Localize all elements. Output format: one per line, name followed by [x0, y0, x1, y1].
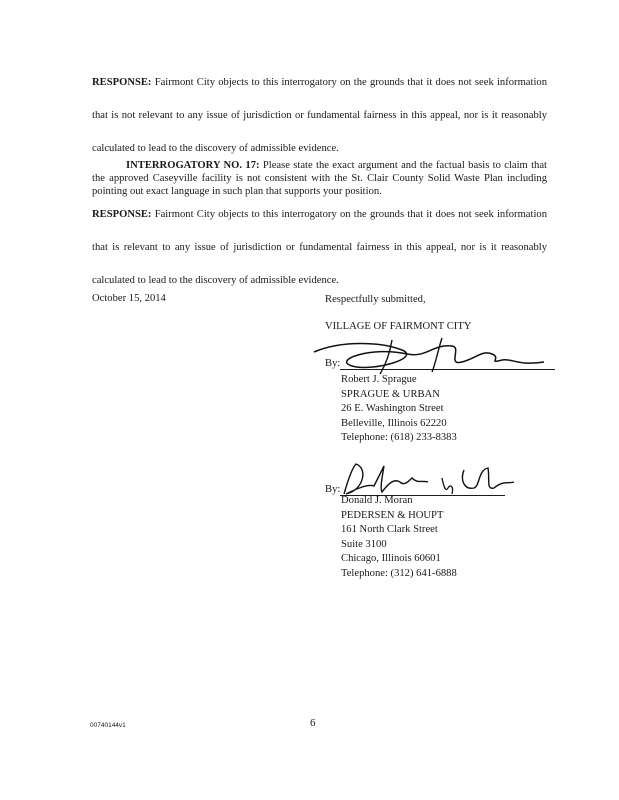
signer-address-line: Belleville, Illinois 62220	[341, 417, 447, 429]
response-paragraph-2	[92, 198, 547, 297]
signer-block-1	[325, 373, 457, 446]
page-number: 6	[310, 717, 316, 729]
interrogatory-text: Please state the exact argument and the factual basis to claim that the approved Caseyville facility is not consistent with the St. Clair County Solid Waste Plan including pointing out exact language in such plan that supports your position.	[92, 160, 547, 197]
response-text: Fairmont City objects to this interrogatory on the grounds that it does not seek information that is relevant to any issue of jurisdiction or fundamental fairness in this appeal, nor is it reasonably calculated to lead to the discovery of admissible evidence.	[92, 209, 547, 286]
signer-firm: SPRAGUE & URBAN	[341, 388, 440, 400]
client-name: VILLAGE OF FAIRMONT CITY	[325, 321, 472, 332]
signer-address-line: 161 North Clark Street	[341, 524, 438, 535]
signature-sprague	[312, 336, 547, 378]
filing-date: October 15, 2014	[92, 293, 166, 304]
response-paragraph-1	[92, 66, 547, 165]
document-id: 00740144v1	[90, 722, 126, 729]
interrogatory-label: INTERROGATORY NO. 17:	[126, 160, 260, 171]
response-label: RESPONSE:	[92, 77, 152, 88]
signer-telephone: Telephone: (312) 641-6888	[341, 567, 457, 579]
signer-telephone: Telephone: (618) 233-8383	[341, 432, 457, 443]
signer-address-line: Chicago, Illinois 60601	[341, 553, 441, 564]
response-label: RESPONSE:	[92, 209, 152, 220]
signer-name: Robert J. Sprague	[341, 374, 417, 385]
signer-firm: PEDERSEN & HOUPT	[341, 509, 444, 521]
interrogatory-paragraph	[92, 159, 547, 198]
by-label: By:	[325, 484, 341, 495]
signer-block-2	[325, 494, 457, 581]
closing-text: Respectfully submitted,	[325, 294, 426, 305]
signer-address-line: 26 E. Washington Street	[341, 403, 444, 414]
by-label: By:	[325, 358, 341, 369]
signer-address-line: Suite 3100	[341, 538, 387, 550]
response-text: Fairmont City objects to this interrogatory on the grounds that it does not seek information that is not relevant to any issue of jurisdiction or fundamental fairness in this appeal, nor is it reasonably calculated to lead to the discovery of admissible evidence.	[92, 77, 547, 154]
signer-name: Donald J. Moran	[341, 495, 413, 506]
